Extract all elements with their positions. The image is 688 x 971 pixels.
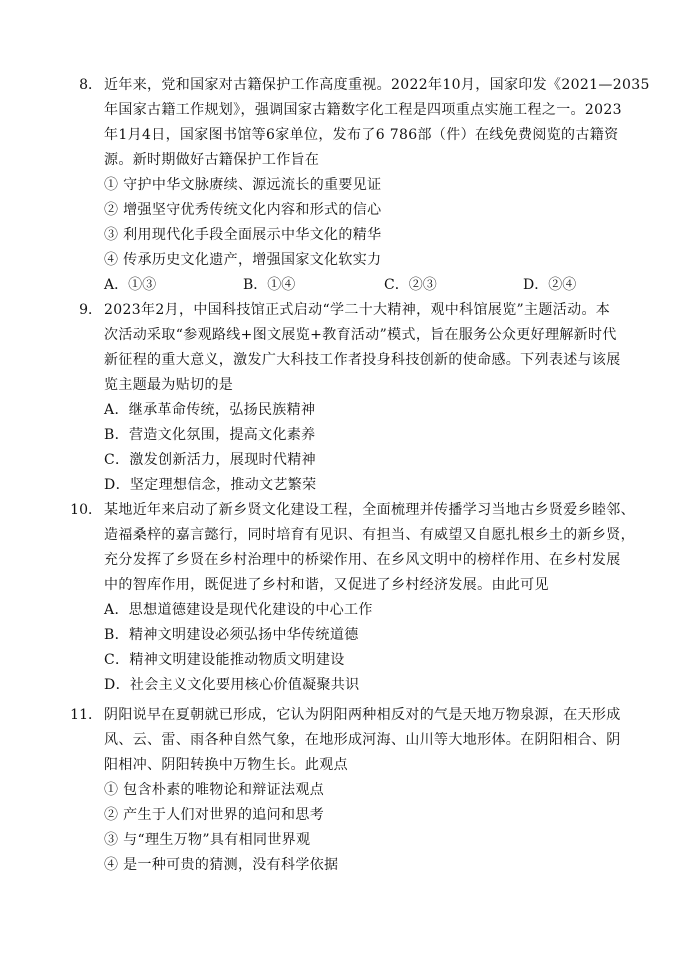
statement-4: ④ 是一种可贵的猜测，没有科学依据 — [104, 857, 339, 873]
question-stem-line: 次活动采取“参观路线+图文展览+教育活动”模式，旨在服务公众更好理解新时代 — [104, 327, 617, 343]
choice-d[interactable]: D．②④ — [523, 277, 577, 293]
question-stem-line: 充分发挥了乡贤在乡村治理中的桥梁作用、在乡风文明中的榜样作用、在乡村发展 — [104, 552, 621, 568]
question-number: 8． — [79, 77, 102, 93]
question-stem-line: 源。新时期做好古籍保护工作旨在 — [104, 152, 320, 168]
statement-3: ③ 利用现代化手段全面展示中华文化的精华 — [104, 227, 382, 243]
option-d[interactable]: D．社会主义文化要用核心价值凝聚共识 — [104, 677, 360, 693]
question-stem-line: 造福桑梓的嘉言懿行，同时培育有见识、有担当、有威望又自愿扎根乡土的新乡贤， — [104, 527, 635, 543]
question-stem-line: 阳相冲、阴阳转换中万物生长。此观点 — [104, 757, 348, 773]
question-stem-line: 中的智库作用，既促进了乡村和谐，又促进了乡村经济发展。由此可见 — [104, 577, 549, 593]
question-number: 9． — [79, 302, 102, 318]
choice-c[interactable]: C．②③ — [384, 277, 437, 293]
question-number: 11． — [70, 707, 102, 723]
question-stem-line: 风、云、雷、雨各种自然气象，在地形成河海、山川等大地形体。在阴阳相合、阴 — [104, 732, 621, 748]
question-stem-line: 阴阳说早在夏朝就已形成，它认为阴阳两种相反对的气是天地万物泉源，在天形成 — [104, 707, 621, 723]
choice-b[interactable]: B．①④ — [243, 277, 296, 293]
statement-1: ① 包含朴素的唯物论和辩证法观点 — [104, 782, 325, 798]
statement-1: ① 守护中华文脉赓续、源远流长的重要见证 — [104, 177, 382, 193]
option-a[interactable]: A．思想道德建设是现代化建设的中心工作 — [104, 602, 373, 618]
option-d[interactable]: D．坚定理想信念，推动文艺繁荣 — [104, 477, 317, 493]
statement-3: ③ 与“理生万物”具有相同世界观 — [104, 832, 311, 848]
statement-4: ④ 传承历史文化遗产，增强国家文化软实力 — [104, 252, 382, 268]
option-a[interactable]: A．继承革命传统，弘扬民族精神 — [104, 402, 316, 418]
option-b[interactable]: B．精神文明建设必须弘扬中华传统道德 — [104, 627, 359, 643]
statement-2: ② 产生于人们对世界的追问和思考 — [104, 807, 325, 823]
question-stem-line: 年国家古籍工作规划》，强调国家古籍数字化工程是四项重点实施工程之一。2023 — [104, 102, 622, 118]
choice-a[interactable]: A．①③ — [104, 277, 157, 293]
question-stem-line: 某地近年来启动了新乡贤文化建设工程，全面梳理并传播学习当地古乡贤爱乡睦邻、 — [104, 502, 635, 518]
question-stem-line: 2023年2月，中国科技馆正式启动“学二十大精神，观中科馆展览”主题活动。本 — [104, 302, 611, 318]
question-stem-line: 年1月4日，国家图书馆等6家单位，发布了6 786部（件）在线免费阅览的古籍资 — [104, 127, 619, 143]
option-b[interactable]: B．营造文化氛围，提高文化素养 — [104, 427, 316, 443]
statement-2: ② 增强坚守优秀传统文化内容和形式的信心 — [104, 202, 382, 218]
option-c[interactable]: C．激发创新活力，展现时代精神 — [104, 452, 316, 468]
option-c[interactable]: C．精神文明建设能推动物质文明建设 — [104, 652, 345, 668]
question-number: 10． — [70, 502, 102, 518]
question-stem-line: 近年来，党和国家对古籍保护工作高度重视。2022年10月，国家印发《2021—2035 — [104, 77, 650, 93]
question-stem-line: 新征程的重大意义，激发广大科技工作者投身科技创新的使命感。下列表述与该展 — [104, 352, 621, 368]
question-stem-line: 览主题最为贴切的是 — [104, 377, 234, 393]
